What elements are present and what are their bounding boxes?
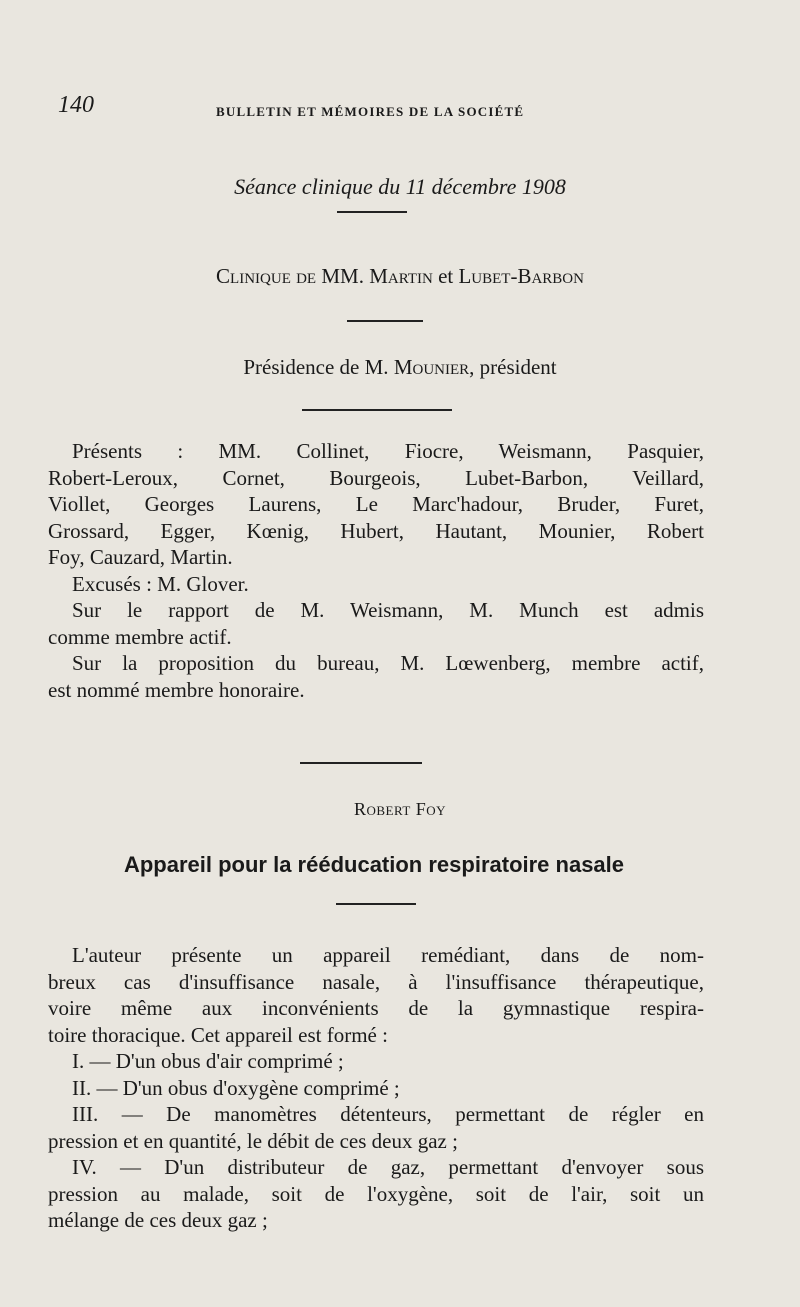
running-header (58, 92, 698, 122)
divider (302, 409, 452, 411)
divider (300, 762, 422, 764)
presidency-heading: Présidence de M. Mounier, président (243, 355, 557, 379)
page-number: 140 (58, 92, 94, 118)
list-item: III. — De manomètres détenteurs, permettant de régler en (72, 1102, 704, 1126)
excused-line: Excusés : M. Glover. (72, 571, 249, 596)
list-item: II. — D'un obus d'oxygène comprimé ; (72, 1075, 400, 1100)
divider (336, 903, 416, 905)
running-title: BULLETIN ET MÉMOIRES DE LA SOCIÉTÉ (216, 104, 525, 119)
list-item: IV. — D'un distributeur de gaz, permettant d'envoyer sous (72, 1155, 704, 1179)
list-item: I. — D'un obus d'air comprimé ; (72, 1049, 344, 1073)
author-name: Robert Foy (353, 799, 447, 819)
article-body: L'auteur présente un appareil remédiant, dans de nom- breux cas d'insuffisance nasale, à l'insuffisance thérapeutique, voire même aux inconvénients de la gymnastique respira- toire thoracique. Cet appareil est formé : I. — D'un obus d'air comprimé ; II. — D'un obus d'oxygène comprimé ; III. — De manomètres détenteurs, permettant de régler en pression et en quantité, le débit de ces deux gaz ; IV. — D'un distributeur de gaz, permettant d'envoyer sous pression au malade, soit de l'oxygène, soit de l'air, soit un mélange de ces deux gaz ; (48, 943, 704, 1232)
clinic-heading: Clinique de MM. Martin et Lubet-Barbon (216, 264, 584, 288)
session-heading: Séance clinique du 11 décembre 1908 (234, 174, 566, 199)
divider (347, 320, 423, 322)
attendance-paragraph: Présents : MM. Collinet, Fiocre, Weismann, Pasquier, Robert-Leroux, Cornet, Bourgeois, Lubet-Barbon, Veillard, Viollet, Georges Laurens, Le Marc'hadour, Bruder, Furet, Grossard, Egger, Kœnig, Hubert, Hautant, Mounier, Robert Foy, Cauzard, Martin. Excusés : M. Glover. Sur le rapport de M. Weismann, M. Munch est admis comme membre actif. Sur la proposition du bureau, M. Lœwenberg, membre actif, est nommé membre honoraire. (48, 439, 704, 702)
article-title: Appareil pour la rééducation respiratoire nasale (123, 852, 625, 877)
divider (337, 211, 407, 213)
